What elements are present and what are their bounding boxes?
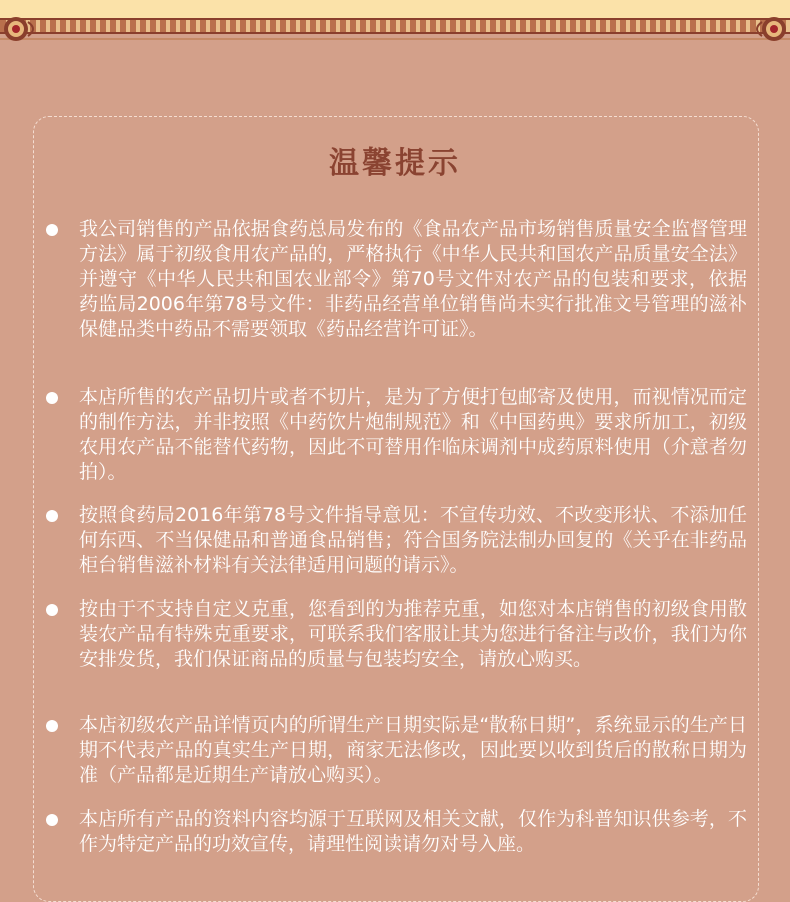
- notice-text: 本店所售的农产品切片或者不切片，是为了方便打包邮寄及使用，而视情况而定的制作方法，并非按照《中药饮片炮制规范》和《中国药典》要求所加工，初级农用农产品不能替代药物，因此不可替用作临床调剂中成药原料使用（介意者勿拍）。: [79, 386, 747, 483]
- ornamental-border: [0, 18, 790, 34]
- notice-item: [46, 597, 746, 672]
- corner-ornament-left: [0, 12, 40, 46]
- border-underline: [0, 38, 790, 40]
- bullet-icon: [46, 720, 58, 732]
- notice-text: 本店初级农产品详情页内的所谓生产日期实际是“散称日期”，系统显示的生产日期不代表产品的真实生产日期，商家无法修改，因此要以收到货后的散称日期为准（产品都是近期生产请放心购买）。: [79, 714, 747, 786]
- bullet-icon: [46, 814, 58, 826]
- bullet-icon: [46, 224, 58, 236]
- page-title: 温馨提示: [329, 146, 461, 181]
- bullet-icon: [46, 392, 58, 404]
- bullet-icon: [46, 604, 58, 616]
- notice-item: [46, 503, 746, 578]
- notice-text: 本店所有产品的资料内容均源于互联网及相关文献，仅作为科普知识供参考，不作为特定产品的功效宣传，请理性阅读请勿对号入座。: [79, 808, 747, 855]
- notice-item: [46, 385, 746, 485]
- notice-item: [46, 713, 746, 788]
- notice-item: [46, 217, 746, 342]
- bullet-icon: [46, 510, 58, 522]
- notice-text: 按照食药局2016年第78号文件指导意见：不宣传功效、不改变形状、不添加任何东西、不当保健品和普通食品销售；符合国务院法制办回复的《关乎在非药品柜台销售滋补材料有关法律适用问题的请示》。: [79, 504, 747, 576]
- corner-ornament-right: [750, 12, 790, 46]
- notice-item: [46, 807, 746, 857]
- notice-text: 按由于不支持自定义克重，您看到的为推荐克重，如您对本店销售的初级食用散装农产品有特殊克重要求，可联系我们客服让其为您进行备注与改价，我们为你安排发货，我们保证商品的质量与包装均安全，请放心购买。: [79, 598, 747, 670]
- notice-text: 我公司销售的产品依据食药总局发布的《食品农产品市场销售质量安全监督管理方法》属于初级食用农产品的，严格执行《中华人民共和国农产品质量安全法》并遵守《中华人民共和国农业部令》第70号文件对农产品的包装和要求，依据药监局2006年第78号文件：非药品经营单位销售尚未实行批准文号管理的滋补保健品类中药品不需要领取《药品经营许可证》。: [79, 218, 747, 340]
